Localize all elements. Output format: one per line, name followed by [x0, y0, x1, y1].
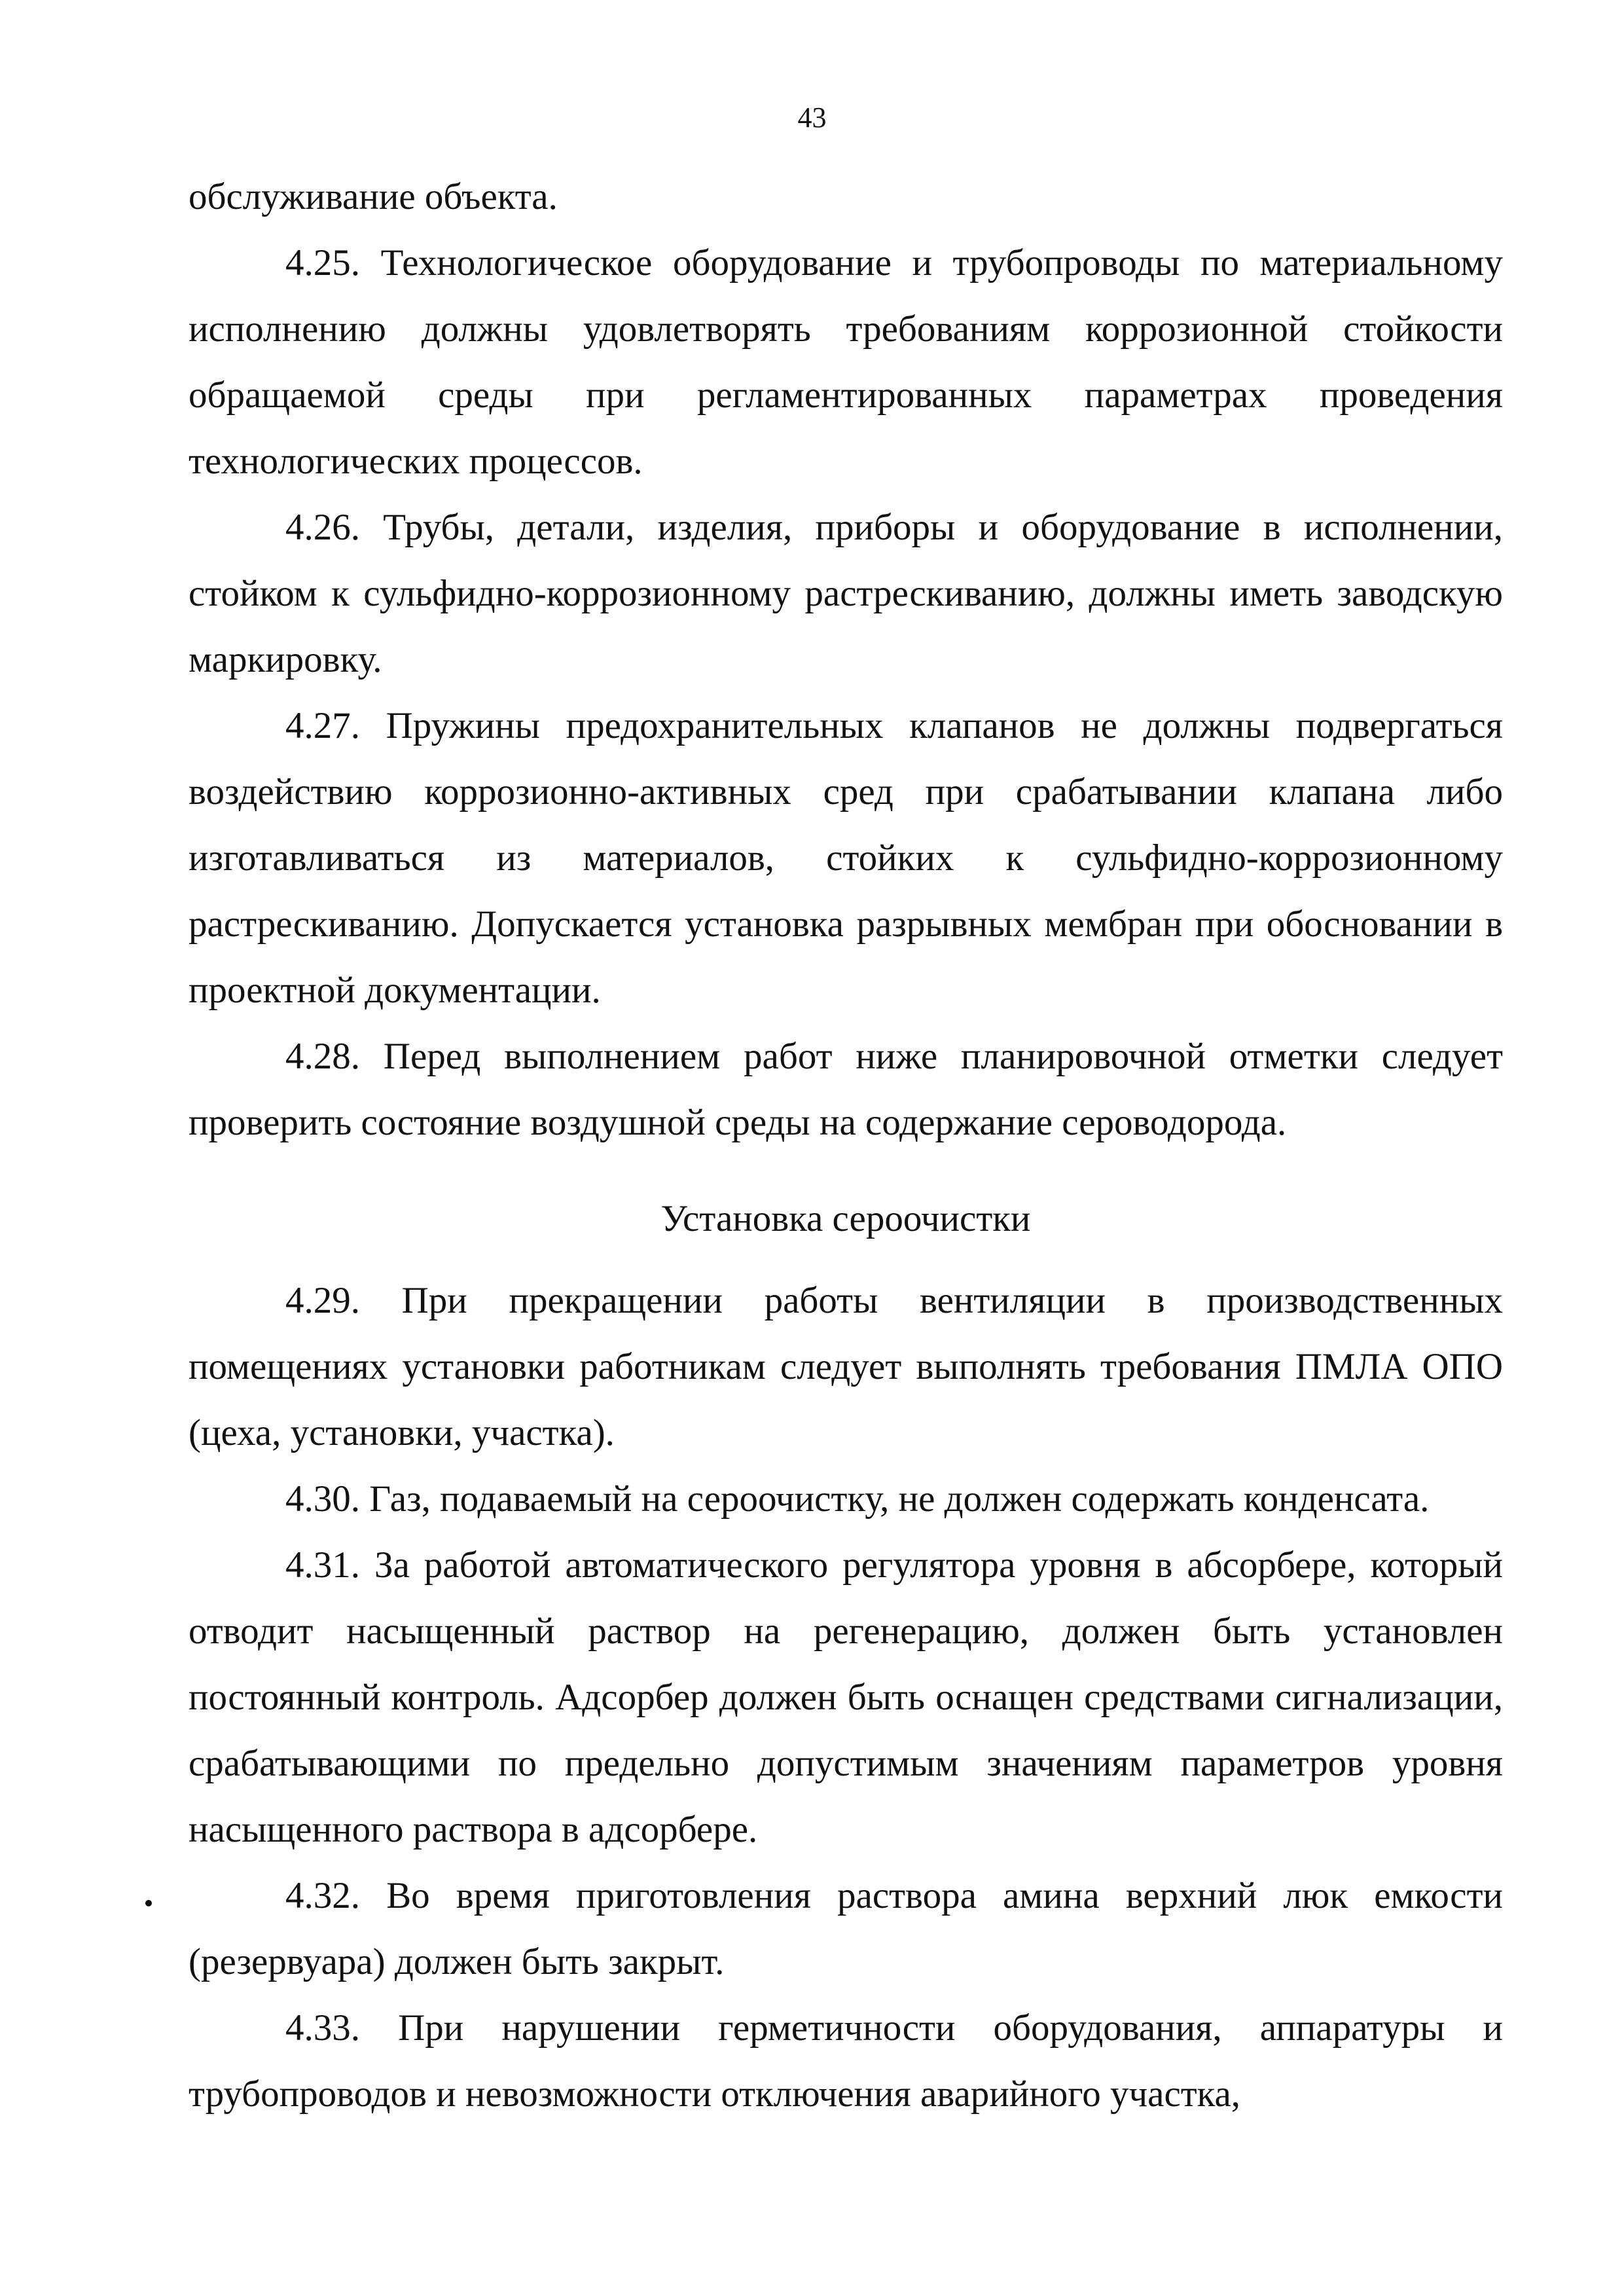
section-heading: Установка сероочистки	[660, 1198, 1031, 1239]
paragraph-4-28: 4.28. Перед выполнением работ ниже планировочной отметки следует проверить состояние воздушной среды на содержание сероводорода.	[189, 1036, 1503, 1143]
document-body	[189, 164, 1503, 2127]
paragraph-continuation: обслуживание объекта.	[189, 176, 558, 217]
paragraph-4-31: 4.31. За работой автоматического регулятора уровня в абсорбере, который отводит насыщенный раствор на регенерацию, должен быть установлен постоянный контроль. Адсорбер должен быть оснащен средствами сигнализации, срабатывающими по предельно допустимым значениям параметров уровня насыщенного раствора в адсорбере.	[189, 1544, 1503, 1850]
page-number: 43	[797, 101, 827, 134]
paragraph-4-25: 4.25. Технологическое оборудование и трубопроводы по материальному исполнению должны удовлетворять требованиям коррозионной стойкости обращаемой среды при регламентированных параметрах проведения технологических процессов.	[189, 242, 1503, 482]
margin-dot-mark	[145, 1900, 152, 1906]
paragraph-4-26: 4.26. Трубы, детали, изделия, приборы и оборудование в исполнении, стойком к сульфидно-коррозионному растрескиванию, должны иметь заводскую маркировку.	[189, 507, 1503, 680]
paragraph-4-32: 4.32. Во время приготовления раствора амина верхний люк емкости (резервуара) должен быть закрыт.	[189, 1875, 1503, 1982]
paragraph-4-33: 4.33. При нарушении герметичности оборудования, аппаратуры и трубопроводов и невозможности отключения аварийного участка,	[189, 2007, 1503, 2115]
paragraph-4-29: 4.29. При прекращении работы вентиляции в производственных помещениях установки работникам следует выполнять требования ПМЛА ОПО (цеха, установки, участка).	[189, 1280, 1503, 1453]
paragraph-4-30: 4.30. Газ, подаваемый на сероочистку, не должен содержать конденсата.	[285, 1478, 1430, 1520]
paragraph-4-27: 4.27. Пружины предохранительных клапанов не должны подвергаться воздействию коррозионно-активных сред при срабатывании клапана либо изготавливаться из материалов, стойких к сульфидно-коррозионному растрескиванию. Допускается установка разрывных мембран при обосновании в проектной документации.	[189, 705, 1503, 1011]
